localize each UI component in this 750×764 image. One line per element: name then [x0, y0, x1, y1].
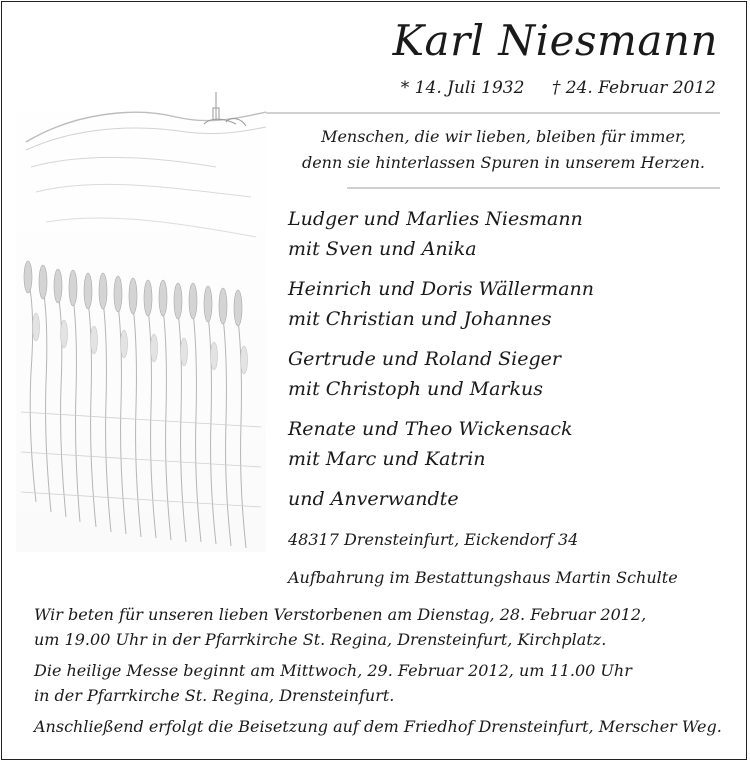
mourners-list: [288, 204, 594, 524]
service-notes: [34, 602, 726, 745]
prayer-note: [34, 602, 726, 652]
note-line: Anschließend erfolgt die Beisetzung auf dem Friedhof Drensteinfurt, Merscher Weg.: [34, 717, 722, 736]
death-date: † 24. Februar 2012: [551, 78, 716, 98]
family-children: mit Christoph und Markus: [288, 378, 544, 400]
family-children: mit Christian und Johannes: [288, 308, 552, 330]
note-line: in der Pfarrkirche St. Regina, Drensteinfurt.: [34, 686, 395, 705]
family-children: mit Marc und Katrin: [288, 448, 486, 470]
life-dates: [401, 78, 716, 98]
mourner-family: [288, 274, 594, 334]
memorial-quote: [287, 124, 720, 176]
deceased-name: Karl Niesmann: [392, 16, 718, 65]
birth-date: * 14. Juli 1932: [400, 78, 525, 98]
note-line: um 19.00 Uhr in der Pfarrkirche St. Regina, Drensteinfurt, Kirchplatz.: [34, 630, 607, 649]
family-names: und Anverwandte: [288, 488, 459, 510]
laying-out-notice: Aufbahrung im Bestattungshaus Martin Schulte: [288, 568, 678, 587]
note-line: Die heilige Messe beginnt am Mittwoch, 29. Februar 2012, um 11.00 Uhr: [34, 661, 632, 680]
mass-note: [34, 658, 726, 708]
note-line: Wir beten für unseren lieben Verstorbenen am Dienstag, 28. Februar 2012,: [34, 605, 647, 624]
family-children: mit Sven und Anika: [288, 238, 477, 260]
mourner-family: [288, 414, 594, 474]
divider-top: [266, 112, 720, 114]
mourner-family: [288, 344, 594, 404]
family-names: Renate und Theo Wickensack: [288, 418, 573, 440]
mourner-family: [288, 204, 594, 264]
mourner-relatives: [288, 484, 594, 514]
quote-line: Menschen, die wir lieben, bleiben für immer,: [321, 127, 686, 146]
family-names: Gertrude und Roland Sieger: [288, 348, 561, 370]
wheat-field-drawing: [16, 72, 266, 552]
quote-line: denn sie hinterlassen Spuren in unserem Herzen.: [301, 153, 706, 172]
obituary-card: [1, 1, 747, 760]
family-names: Heinrich und Doris Wällermann: [288, 278, 595, 300]
divider-bottom: [347, 187, 720, 189]
family-names: Ludger und Marlies Niesmann: [288, 208, 583, 230]
family-address: 48317 Drensteinfurt, Eickendorf 34: [288, 530, 579, 549]
burial-note: [34, 714, 726, 739]
